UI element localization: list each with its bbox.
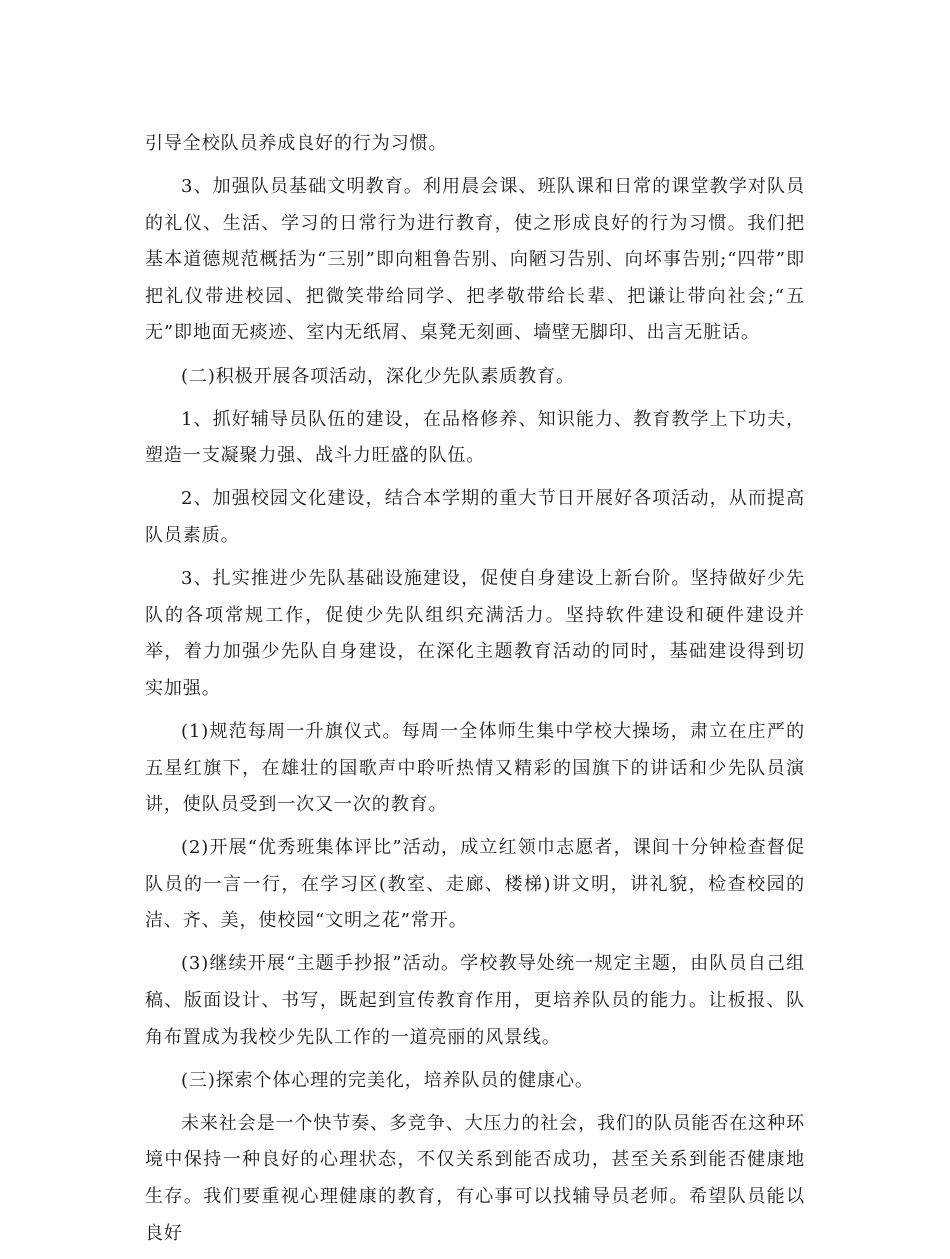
paragraph-infrastructure: 3、扎实推进少先队基础设施建设，促使自身建设上新台阶。坚持做好少先队的各项常规工作，促使少先队组织充满活力。坚持软件建设和硬件建设并举，着力加强少先队自身建设，在深化主题教育活动的同时，基础建设得到切实加强。 — [145, 568, 805, 699]
document-body — [145, 126, 805, 1259]
paragraph-flag-ceremony: (1)规范每周一升旗仪式。每周一全体师生集中学校大操场，肃立在庄严的五星红旗下，在雄壮的国歌声中聆听热情又精彩的国旗下的讲话和少先队员演讲，使队员受到一次又一次的教育。 — [145, 720, 805, 816]
paragraph-campus-culture: 2、加强校园文化建设，结合本学期的重大节日开展好各项活动，从而提高队员素质。 — [145, 488, 805, 546]
section-heading-mental-health: (三)探索个体心理的完美化，培养队员的健康心。 — [181, 1069, 594, 1091]
paragraph-class-evaluation: (2)开展“优秀班集体评比”活动，成立红领巾志愿者，课间十分钟检查督促队员的一言一行，在学习区(教室、走廊、楼梯)讲文明，讲礼貌，检查校园的洁、齐、美，使校园“文明之花”常开。 — [145, 837, 805, 932]
paragraph-counselor-team: 1、抓好辅导员队伍的建设，在品格修养、知识能力、教育教学上下功夫，塑造一支凝聚力强、战斗力旺盛的队伍。 — [145, 408, 805, 467]
paragraph-future-society: 未来社会是一个快节奏、多竞争、大压力的社会，我们的队员能否在这种环境中保持一种良好的心理状态，不仅关系到能否成功，甚至关系到能否健康地生存。我们要重视心理健康的教育，有心事可以找辅导员老师。希望队员能以良好 — [145, 1112, 805, 1244]
section-heading-activities: (二)积极开展各项活动，深化少先队素质教育。 — [181, 365, 575, 387]
paragraph-handwritten-newspaper: (3)继续开展“主题手抄报”活动。学校教导处统一规定主题，由队员自己组稿、版面设计、书写，既起到宣传教育作用，更培养队员的能力。让板报、队角布置成为我校少先队工作的一道亮丽的风景线。 — [145, 953, 805, 1048]
paragraph-civility-education: 3、加强队员基础文明教育。利用晨会课、班队课和日常的课堂教学对队员的礼仪、生活、学习的日常行为进行教育，使之形成良好的行为习惯。我们把基本道德规范概括为“三别”即向粗鲁告别、向陋习告别、向坏事告别;“四带”即把礼仪带进校园、把微笑带给同学、把孝敬带给长辈、把谦让带向社会;“五无”即地面无痰迹、室内无纸屑、桌凳无刻画、墙壁无脚印、出言无脏话。 — [145, 176, 805, 344]
paragraph-continuation: 引导全校队员养成良好的行为习惯。 — [145, 133, 448, 154]
